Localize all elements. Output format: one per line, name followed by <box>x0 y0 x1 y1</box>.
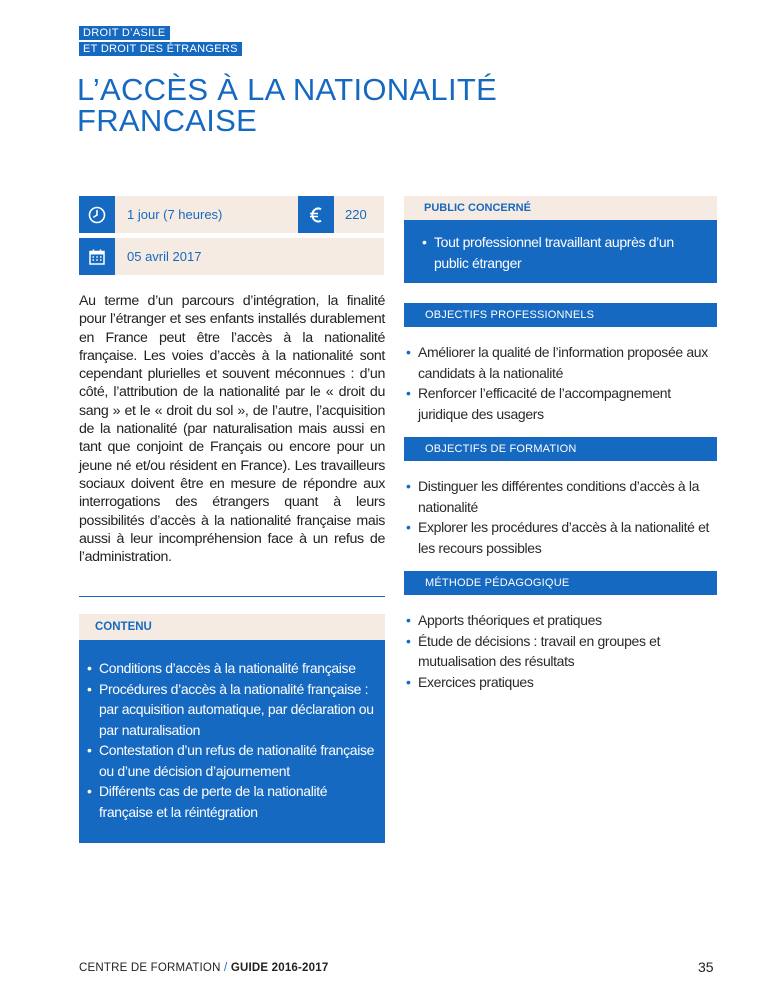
contenu-heading: CONTENU <box>79 614 385 640</box>
page-number: 35 <box>698 959 714 975</box>
calendar-icon <box>79 238 115 275</box>
list-item: • Explorer les procédures d’accès à la nationalité et les recours possibles <box>406 517 717 558</box>
list-item: • Exercices pratiques <box>406 672 717 693</box>
list-item: • Conditions d’accès à la nationalité française <box>87 658 375 679</box>
list-item: • Différents cas de perte de la nationalité française et la réintégration <box>87 781 375 822</box>
price-text: 220 <box>345 207 367 222</box>
methode-heading: MÉTHODE PÉDAGOGIQUE <box>404 571 717 595</box>
public-box <box>404 220 717 283</box>
clock-icon <box>79 196 115 233</box>
list-item: • Contestation d’un refus de nationalité française ou d’une décision d’ajournement <box>87 740 375 781</box>
objectifs-pro-list <box>406 342 717 424</box>
public-list <box>422 232 707 273</box>
methode-list <box>406 610 717 692</box>
duration-text: 1 jour (7 heures) <box>127 207 223 222</box>
footer-right: GUIDE 2016-2017 <box>230 962 329 974</box>
list-item: • Améliorer la qualité de l’information proposée aux candidats à la nationalité <box>406 342 717 383</box>
footer <box>79 962 328 974</box>
date-text: 05 avril 2017 <box>127 249 202 264</box>
objectifs-pro-heading: OBJECTIFS PROFESSIONNELS <box>404 303 717 327</box>
footer-separator: / <box>224 962 228 974</box>
list-item: • Distinguer les différentes conditions d’accès à la nationalité <box>406 476 717 517</box>
objectifs-formation-list <box>406 476 717 558</box>
contenu-box <box>79 640 385 843</box>
list-item: • Étude de décisions : travail en groupes et mutualisation des résultats <box>406 631 717 672</box>
footer-left: CENTRE DE FORMATION <box>79 962 221 974</box>
title-line-1: L’ACCÈS À LA NATIONALITÉ <box>77 72 498 107</box>
list-item: • Tout professionnel travaillant auprès d’un public étranger <box>422 232 707 273</box>
objectifs-formation-heading: OBJECTIFS DE FORMATION <box>404 437 717 461</box>
list-item: • Procédures d’accès à la nationalité française : par acquisition automatique, par déclaration ou par naturalisation <box>87 679 375 741</box>
euro-icon <box>298 196 334 233</box>
info-date <box>79 238 384 275</box>
contenu-list <box>87 658 375 822</box>
category-line-2: ET DROIT DES ÉTRANGERS <box>79 42 242 56</box>
intro-paragraph: Au terme d’un parcours d’intégration, la finalité pour l’étranger et ses enfants installés durablement en France peut être l’accès à la nationalité française. Les voies d’accès à la nationalité sont cependant plurielles et souvent méconnues : d’un côté, l’attribution de la nationalité par le « droit du sang » et le « droit du sol », de l’autre, l’acquisition de la nationalité (par naturalisation mais aussi en tant que conjoint de Français ou encore pour un jeune né et/ou résident en France). Les travailleurs sociaux doivent être en mesure de répondre aux interrogations des étrangers quant à leurs possibilités d’accès à la nationalité française mais aussi à leur incompréhension face à un refus de l’administration. <box>79 293 385 566</box>
title-line-2: FRANCAISE <box>77 103 258 138</box>
page-title <box>77 74 597 136</box>
list-item: • Renforcer l’efficacité de l’accompagnement juridique des usagers <box>406 383 717 424</box>
divider <box>79 596 385 597</box>
list-item: • Apports théoriques et pratiques <box>406 610 717 631</box>
public-heading: PUBLIC CONCERNÉ <box>404 196 717 220</box>
category-line-1: DROIT D’ASILE <box>79 26 170 40</box>
info-duration-price <box>79 196 384 233</box>
